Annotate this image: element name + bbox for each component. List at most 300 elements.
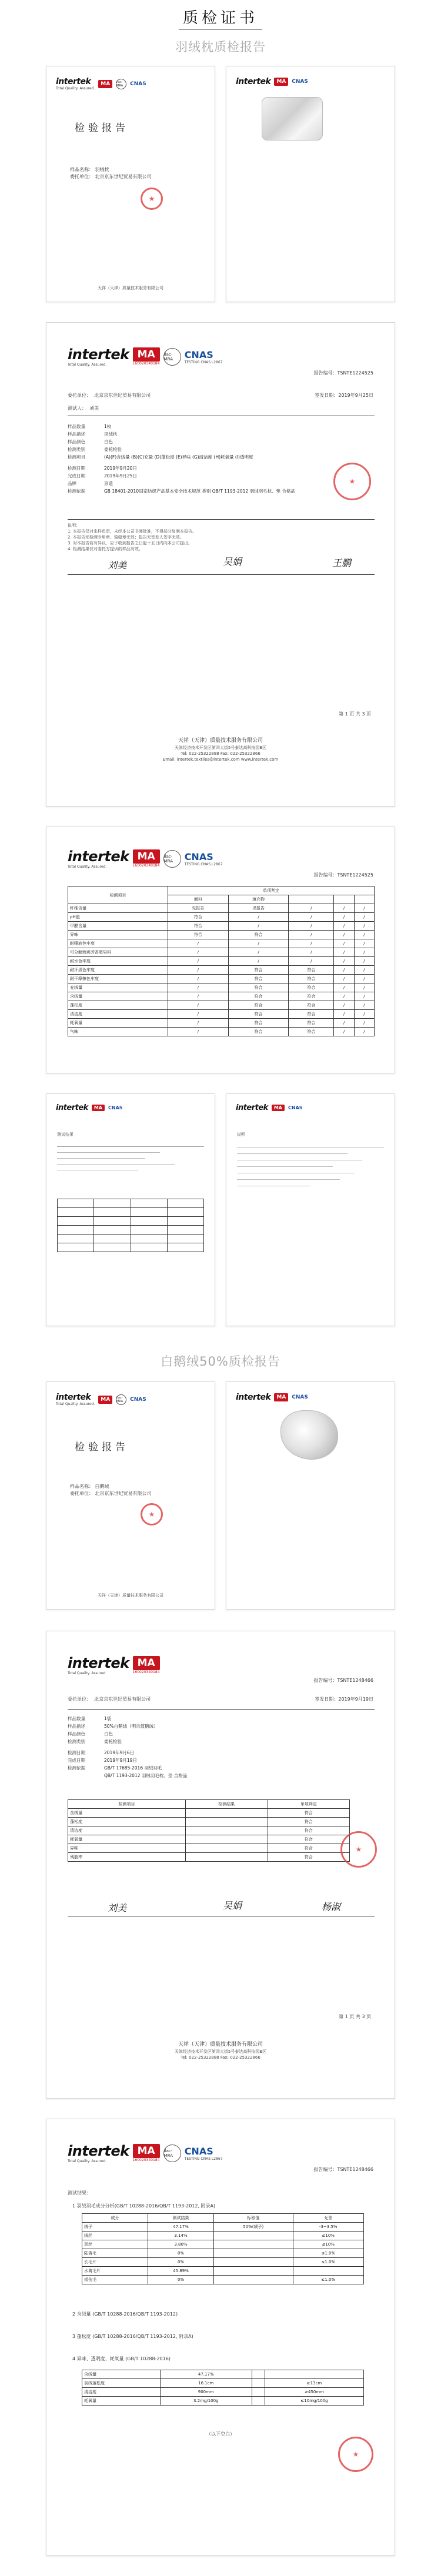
brand-header — [236, 1103, 303, 1112]
ilac-badge: ilac-MRA — [116, 79, 126, 89]
table-cell: / — [168, 1028, 229, 1036]
table-cell: 0% — [148, 2258, 214, 2267]
table-cell-item: 甲醛含量 — [68, 922, 168, 931]
table-cell: / — [168, 966, 229, 975]
report-number: 报告编号：TSNTE1248466 — [313, 1678, 373, 1683]
table-cell: 绒丝 — [82, 2232, 148, 2240]
note: 4. 检测结果仅对委托方提供的样品有效。 — [68, 547, 143, 551]
table-cell: / — [354, 939, 374, 948]
ma-badge: MA — [133, 347, 160, 362]
table-cell: / — [289, 913, 334, 922]
ma-badge: MA — [272, 1105, 285, 1111]
table-cell: / — [354, 966, 374, 975]
table-cell: / — [334, 931, 354, 939]
col-header-item: 检测项目 — [68, 886, 168, 904]
note: 2. 本报告无检测专用章、骑缝章无效；报告无签发人签字无效。 — [68, 535, 184, 540]
ma-badge: MA — [133, 849, 160, 864]
table-cell — [265, 2370, 364, 2379]
cnas-badge: CNAS — [184, 851, 213, 862]
report-number: 报告编号：TSNTE1224525 — [313, 872, 373, 878]
table-cell: / — [168, 939, 229, 948]
sub-header — [334, 895, 354, 904]
card-title: 说明 — [237, 1132, 245, 1137]
table-cell — [252, 2370, 265, 2379]
company-address: 天津经济技术开发区第四大街5号泰达高科技园B区 — [174, 745, 267, 750]
table-cell: 符合 — [289, 1010, 334, 1019]
cnas-sub: TESTING CNAS L2867 — [184, 862, 223, 867]
table-row — [82, 2388, 364, 2397]
table-cell: 符合 — [228, 1019, 289, 1028]
table-row — [68, 983, 375, 992]
cover-heading: 检验报告 — [75, 1441, 129, 1453]
table-row — [68, 1818, 350, 1826]
field-row: 样品描述 羽绒枕 — [68, 431, 118, 437]
table-row — [82, 2223, 364, 2232]
company-address: 天津经济技术开发区第四大街5号泰达高科技园B区 — [174, 2049, 267, 2054]
intertek-logo: intertek — [236, 1103, 268, 1112]
table-cell: / — [334, 975, 354, 983]
table-cell: / — [228, 948, 289, 957]
table-cell: / — [289, 922, 334, 931]
cnas-badge: CNAS — [108, 1105, 123, 1110]
field-row: 检测日期 2019年9月20日 — [68, 466, 137, 471]
col-header-judgement: 单项判定 — [168, 886, 375, 895]
table-row — [68, 1853, 350, 1862]
brand-header — [56, 77, 146, 91]
table-row — [68, 992, 375, 1001]
table-cell: / — [334, 1010, 354, 1019]
table-cell — [186, 1818, 268, 1826]
issue-date: 签发日期：2019年9月25日 — [315, 393, 373, 398]
cnas-badge: CNAS — [184, 349, 213, 360]
detail-section: 2 含绒量 (GB/T 10288-2016/QB/T 1193-2012) — [72, 2311, 178, 2317]
table-header-row — [82, 2214, 364, 2223]
ma-number: 160020340184 — [132, 2158, 160, 2162]
table-cell: 符合 — [268, 1818, 350, 1826]
table-cell — [214, 2240, 293, 2249]
table-cell: ≤1.0% — [293, 2276, 364, 2284]
table-row — [68, 975, 375, 983]
detail-title: 测试结果： — [68, 2190, 91, 2196]
table-cell: 0% — [148, 2276, 214, 2284]
field-row: 检测日期 2019年9月6日 — [68, 1750, 135, 1755]
page-number: 第 1 页 共 3 页 — [339, 2014, 371, 2019]
table-cell: ≤1.0% — [293, 2249, 364, 2258]
table-cell: 3.2mg/100g — [160, 2397, 252, 2406]
intertek-logo: intertek — [56, 1103, 88, 1112]
pillow-report-page-2 — [46, 827, 395, 1073]
goose-cover-page — [46, 1381, 215, 1610]
field-row: 样品颜色 白色 — [68, 439, 113, 444]
table-cell — [214, 2267, 293, 2276]
table-row — [68, 1809, 350, 1818]
table-cell: 符合 — [289, 992, 334, 1001]
company-footer — [46, 2040, 395, 2060]
table-cell: 0% — [148, 2249, 214, 2258]
ilac-badge: ilac-MRA — [163, 2145, 181, 2162]
red-seal — [340, 1831, 377, 1868]
table-row — [82, 2370, 364, 2379]
goose-photo-page — [226, 1381, 395, 1610]
table-cell — [186, 1844, 268, 1853]
line-list — [237, 1141, 384, 1192]
divider — [68, 519, 375, 520]
table-cell: 符合 — [289, 1019, 334, 1028]
table-cell: ≤10% — [293, 2232, 364, 2240]
intertek-logo: intertek — [68, 1655, 129, 1671]
table-cell: / — [168, 992, 229, 1001]
table-row — [68, 904, 375, 913]
ma-badge: MA — [98, 80, 112, 88]
table-cell: / — [334, 1028, 354, 1036]
table-row — [82, 2397, 364, 2406]
intertek-logo: intertek — [236, 1393, 271, 1402]
table-cell: 47.17% — [148, 2223, 214, 2232]
extra-results-table — [82, 2370, 364, 2406]
cover-line-client: 委托单位： 北京京东世纪贸易有限公司 — [70, 1491, 152, 1496]
cover-line-sample: 样品名称： 白鹅绒 — [70, 1484, 109, 1489]
end-mark: （以下空白） — [206, 2431, 235, 2437]
red-seal — [338, 2437, 373, 2472]
ilac-badge: ilac-MRA — [163, 850, 181, 868]
brand-header — [236, 77, 308, 86]
table-cell-item: 耐唾液色牢度 — [68, 939, 168, 948]
table-cell: 清洁度 — [82, 2388, 161, 2397]
table-cell-item: pH值 — [68, 913, 168, 922]
table-cell: / — [168, 983, 229, 992]
table-cell: 符合 — [289, 983, 334, 992]
notes — [68, 523, 362, 552]
table-cell: 符合 — [228, 992, 289, 1001]
table-cell: / — [354, 992, 374, 1001]
table-cell: 羽绒蓬松度 — [82, 2379, 161, 2388]
intertek-logo: intertek — [68, 2143, 129, 2159]
table-row — [82, 2267, 364, 2276]
table-cell: 符合 — [268, 1844, 350, 1853]
table-cell: / — [354, 957, 374, 966]
table-cell: 符合 — [168, 931, 229, 939]
cnas-badge: CNAS — [184, 2145, 213, 2157]
table-cell-item: 气味 — [68, 1028, 168, 1036]
table-cell: / — [168, 948, 229, 957]
pillow-photo — [262, 97, 323, 140]
cover-footer: 天祥（天津）质量技术服务有限公司 — [98, 286, 163, 290]
section-title-goose: 白鹅绒50%质检报告 — [161, 1354, 280, 1369]
brand-header — [68, 2143, 223, 2163]
signature: 吴娟 — [223, 1900, 242, 1911]
table-row — [68, 1010, 375, 1019]
table-cell: 绒子 — [82, 2223, 148, 2232]
table-cell: / — [334, 1019, 354, 1028]
issue-date: 签发日期：2019年9月19日 — [315, 1697, 373, 1702]
table-cell: / — [289, 957, 334, 966]
table-cell-item: 异味 — [68, 931, 168, 939]
table-cell: 45.89% — [148, 2267, 214, 2276]
table-row — [68, 1019, 375, 1028]
table-row — [68, 1844, 350, 1853]
card-title: 测试结果 — [57, 1132, 74, 1137]
title-underline — [179, 29, 262, 30]
table-cell: 耗氧量 — [68, 1835, 186, 1844]
table-cell — [252, 2388, 265, 2397]
table-cell: / — [289, 948, 334, 957]
signature: 杨淑 — [322, 1901, 341, 1912]
table-cell: / — [354, 1019, 374, 1028]
table-row — [68, 1826, 350, 1835]
mini-table — [57, 1199, 204, 1252]
table-cell-item: 纤维含量 — [68, 904, 168, 913]
table-cell: 异味 — [68, 1844, 186, 1853]
detail-section: 3 蓬松度 (GB/T 10288-2016/QB/T 1193-2012, 附录A) — [72, 2334, 193, 2339]
intertek-tagline: Total Quality. Assured. — [56, 1402, 95, 1406]
table-cell — [186, 1826, 268, 1835]
table-cell: 水禽毛片 — [82, 2267, 148, 2276]
table-cell: 3.14% — [148, 2232, 214, 2240]
table-cell: 符合 — [289, 975, 334, 983]
field-row: 样品颜色 白色 — [68, 1731, 113, 1737]
intertek-logo: intertek — [56, 1393, 91, 1402]
notes-title: 说明： — [68, 523, 80, 528]
note: 3. 对本报告若有异议，应于收到报告之日起十五日内向本公司提出。 — [68, 541, 192, 546]
table-cell: 符合 — [268, 1853, 350, 1862]
composition-table — [82, 2213, 364, 2284]
table-cell: / — [289, 939, 334, 948]
table-cell: / — [334, 948, 354, 957]
col-header: 测试结果 — [148, 2214, 214, 2223]
report-number: 报告编号：TSNTE1224525 — [313, 370, 373, 376]
intertek-tagline: Total Quality. Assured. — [68, 1671, 107, 1675]
section-title-pillow: 羽绒枕质检报告 — [175, 40, 266, 54]
pillow-report-page-4 — [226, 1093, 395, 1326]
table-cell: 羽丝 — [82, 2240, 148, 2249]
company-footer — [46, 737, 395, 762]
signature: 王鹏 — [332, 557, 352, 568]
cover-info — [70, 1483, 152, 1497]
line-list — [57, 1141, 204, 1176]
table-cell: 蓬松度 — [68, 1818, 186, 1826]
cnas-sub: TESTING CNAS L2867 — [184, 360, 223, 364]
intertek-tagline: Total Quality. Assured. — [56, 86, 95, 91]
field-row: 检测依据 GB/T 17685-2016 羽绒羽毛 — [68, 1765, 162, 1771]
table-cell: 清洁度 — [68, 1826, 186, 1835]
table-row — [68, 966, 375, 975]
table-cell — [252, 2397, 265, 2406]
table-cell — [293, 2267, 364, 2276]
ma-number: 160020340184 — [132, 1670, 160, 1674]
table-cell: 47.17% — [160, 2370, 252, 2379]
goose-summary-table — [68, 1799, 350, 1862]
table-cell: / — [354, 904, 374, 913]
table-cell — [214, 2249, 293, 2258]
cover-info — [70, 166, 152, 180]
sample-fields — [68, 423, 350, 495]
table-cell-item: 蓬松度 — [68, 1001, 168, 1010]
ma-badge: MA — [133, 1656, 160, 1670]
signature: 刘美 — [108, 1902, 127, 1913]
table-cell: / — [168, 1019, 229, 1028]
table-cell: / — [334, 904, 354, 913]
brand-header — [68, 1655, 160, 1675]
table-row — [68, 957, 375, 966]
client: 委托单位： 北京京东世纪贸易有限公司 — [68, 393, 151, 398]
field-row: 样品描述 50%白鹅绒（明示值鹅绒） — [68, 1724, 158, 1729]
table-cell-item: 耐水色牢度 — [68, 957, 168, 966]
table-cell: 3.80% — [148, 2240, 214, 2249]
table-cell: -3~3.5% — [293, 2223, 364, 2232]
col-header: 检测项目 — [68, 1800, 186, 1809]
brand-header — [56, 1103, 123, 1112]
cover-line-client: 委托单位： 北京京东世纪贸易有限公司 — [70, 174, 152, 179]
table-cell: / — [334, 939, 354, 948]
table-cell: ≤1.0% — [293, 2258, 364, 2267]
table-cell: 符合 — [228, 1028, 289, 1036]
table-cell: 符合 — [289, 1028, 334, 1036]
signature: 刘美 — [108, 560, 127, 571]
cover-line-sample: 样品名称： 羽绒枕 — [70, 167, 109, 172]
table-cell: / — [334, 1001, 354, 1010]
table-cell — [214, 2276, 293, 2284]
cnas-badge: CNAS — [292, 79, 308, 85]
col-header: 成分 — [82, 2214, 148, 2223]
ilac-badge: ilac-MRA — [163, 348, 181, 366]
field-row: 检测类别 委托检验 — [68, 1739, 122, 1744]
table-cell — [186, 1853, 268, 1862]
ma-badge: MA — [92, 1105, 105, 1111]
table-cell: 符合 — [168, 922, 229, 931]
table-cell: 符合 — [228, 975, 289, 983]
intertek-tagline: Total Quality. Assured. — [68, 363, 107, 367]
table-row — [82, 2249, 364, 2258]
table-header-row — [68, 1800, 350, 1809]
table-row — [82, 2240, 364, 2249]
table-cell: / — [168, 1010, 229, 1019]
table-cell: / — [354, 975, 374, 983]
col-header: 标称值 — [214, 2214, 293, 2223]
intertek-tagline: Total Quality. Assured. — [68, 865, 107, 869]
table-cell: / — [354, 1001, 374, 1010]
page-title: 质检证书 — [182, 9, 258, 27]
table-cell: 符合 — [228, 983, 289, 992]
table-cell: 符合 — [228, 1010, 289, 1019]
table-cell: / — [228, 922, 289, 931]
table-cell: / — [354, 913, 374, 922]
divider — [68, 574, 375, 575]
table-cell: ≥450mm — [265, 2388, 364, 2397]
table-cell-item: 充绒量 — [68, 983, 168, 992]
field-row: 检测依据 GB 18401-2010国家纺织产品基本安全技术规范 类别 QB/T 1193-2012 羽绒羽毛枕、垫 合格品 — [68, 489, 295, 494]
table-cell: 16.1cm — [160, 2379, 252, 2388]
field-row: QB/T 1193-2012 羽绒羽毛枕、垫 合格品 — [104, 1773, 188, 1778]
table-row — [68, 931, 375, 939]
sample-fields — [68, 1715, 350, 1779]
table-cell: / — [228, 957, 289, 966]
table-cell: 损伤毛 — [82, 2276, 148, 2284]
note: 1. 本报告仅对来样负责，未经本公司书面批准，不得部分复制本报告。 — [68, 529, 196, 534]
table-cell: 陆禽毛 — [82, 2249, 148, 2258]
goose-report-page-1 — [46, 1631, 395, 2099]
table-header-row — [68, 886, 375, 895]
table-cell: 50%(绒子) — [214, 2223, 293, 2232]
tester: 测试人： 刘美 — [68, 406, 99, 411]
ma-badge: MA — [274, 78, 288, 86]
table-cell — [214, 2232, 293, 2240]
red-seal — [141, 188, 163, 210]
table-cell: / — [168, 975, 229, 983]
table-cell: 含绒量 — [68, 1809, 186, 1818]
col-header: 检测结果 — [186, 1800, 268, 1809]
brand-header — [68, 848, 223, 869]
table-cell: ≥13cm — [265, 2379, 364, 2388]
table-cell: 符合 — [168, 913, 229, 922]
table-cell: 见报告 — [168, 904, 229, 913]
sub-header — [289, 895, 334, 904]
intertek-logo: intertek — [68, 346, 129, 363]
table-cell: / — [334, 957, 354, 966]
results-table — [68, 886, 375, 1036]
table-row — [82, 2258, 364, 2267]
table-row — [68, 1001, 375, 1010]
table-cell — [186, 1809, 268, 1818]
table-cell: / — [354, 948, 374, 957]
company-name: 天祥（天津）质量技术服务有限公司 — [178, 2042, 263, 2048]
table-cell — [214, 2258, 293, 2267]
ma-number: 160020340184 — [132, 864, 160, 868]
field-row: 检测项目 (A)(F)含绒量 (B)(C)充量 (D)蓬松度 (E)异味 (G)清洁度 (H)耗氧量 (I)透明度 — [68, 454, 253, 460]
table-cell: / — [354, 931, 374, 939]
table-cell: ≤10% — [293, 2240, 364, 2249]
table-cell: 符合 — [228, 966, 289, 975]
pillow-cover-page — [46, 66, 215, 302]
field-row: 品牌 京造 — [68, 481, 113, 486]
cover-heading: 检验报告 — [75, 122, 129, 134]
table-cell: 符合 — [268, 1835, 350, 1844]
table-cell: 符合 — [268, 1826, 350, 1835]
intertek-tagline: Total Quality. Assured. — [68, 2159, 107, 2163]
table-row — [68, 948, 375, 957]
intertek-logo: intertek — [56, 77, 91, 86]
sub-header: 面料 — [168, 895, 229, 904]
table-cell: / — [228, 939, 289, 948]
cnas-sub: TESTING CNAS L2867 — [184, 2156, 223, 2161]
cover-footer: 天祥（天津）质量技术服务有限公司 — [98, 1593, 163, 1598]
table-cell: / — [334, 983, 354, 992]
pillow-report-page-1 — [46, 322, 395, 807]
table-cell: 符合 — [268, 1809, 350, 1818]
table-cell: 900mm — [160, 2388, 252, 2397]
ma-badge: MA — [274, 1393, 288, 1401]
table-cell: / — [334, 913, 354, 922]
cnas-badge: CNAS — [130, 1396, 146, 1403]
red-seal — [333, 463, 371, 500]
field-row: 样品数量 1枚 — [68, 424, 112, 429]
company-tel: Tel: 022-25322888 Fax: 022-25322866 — [181, 2055, 260, 2060]
detail-section: 4 异味、透明度、耗氧量 (GB/T 10288-2016) — [72, 2356, 171, 2361]
table-cell: 符合 — [289, 1001, 334, 1010]
table-row — [68, 1028, 375, 1036]
table-row — [82, 2379, 364, 2388]
field-row: 检测类别 委托检验 — [68, 447, 122, 452]
table-cell: ≤10mg/100g — [265, 2397, 364, 2406]
table-cell-item: 清洁度 — [68, 1010, 168, 1019]
table-cell: 符合 — [289, 966, 334, 975]
cnas-badge: CNAS — [292, 1394, 308, 1400]
table-cell-item: 耗氧量 — [68, 1019, 168, 1028]
company-web: Email: intertek.textiles@intertek.com www.intertek.com — [162, 757, 279, 762]
ma-number: 160020340184 — [132, 362, 160, 366]
table-cell: / — [168, 957, 229, 966]
table-cell-item: 耐干摩擦色牢度 — [68, 975, 168, 983]
red-seal — [141, 1503, 163, 1525]
